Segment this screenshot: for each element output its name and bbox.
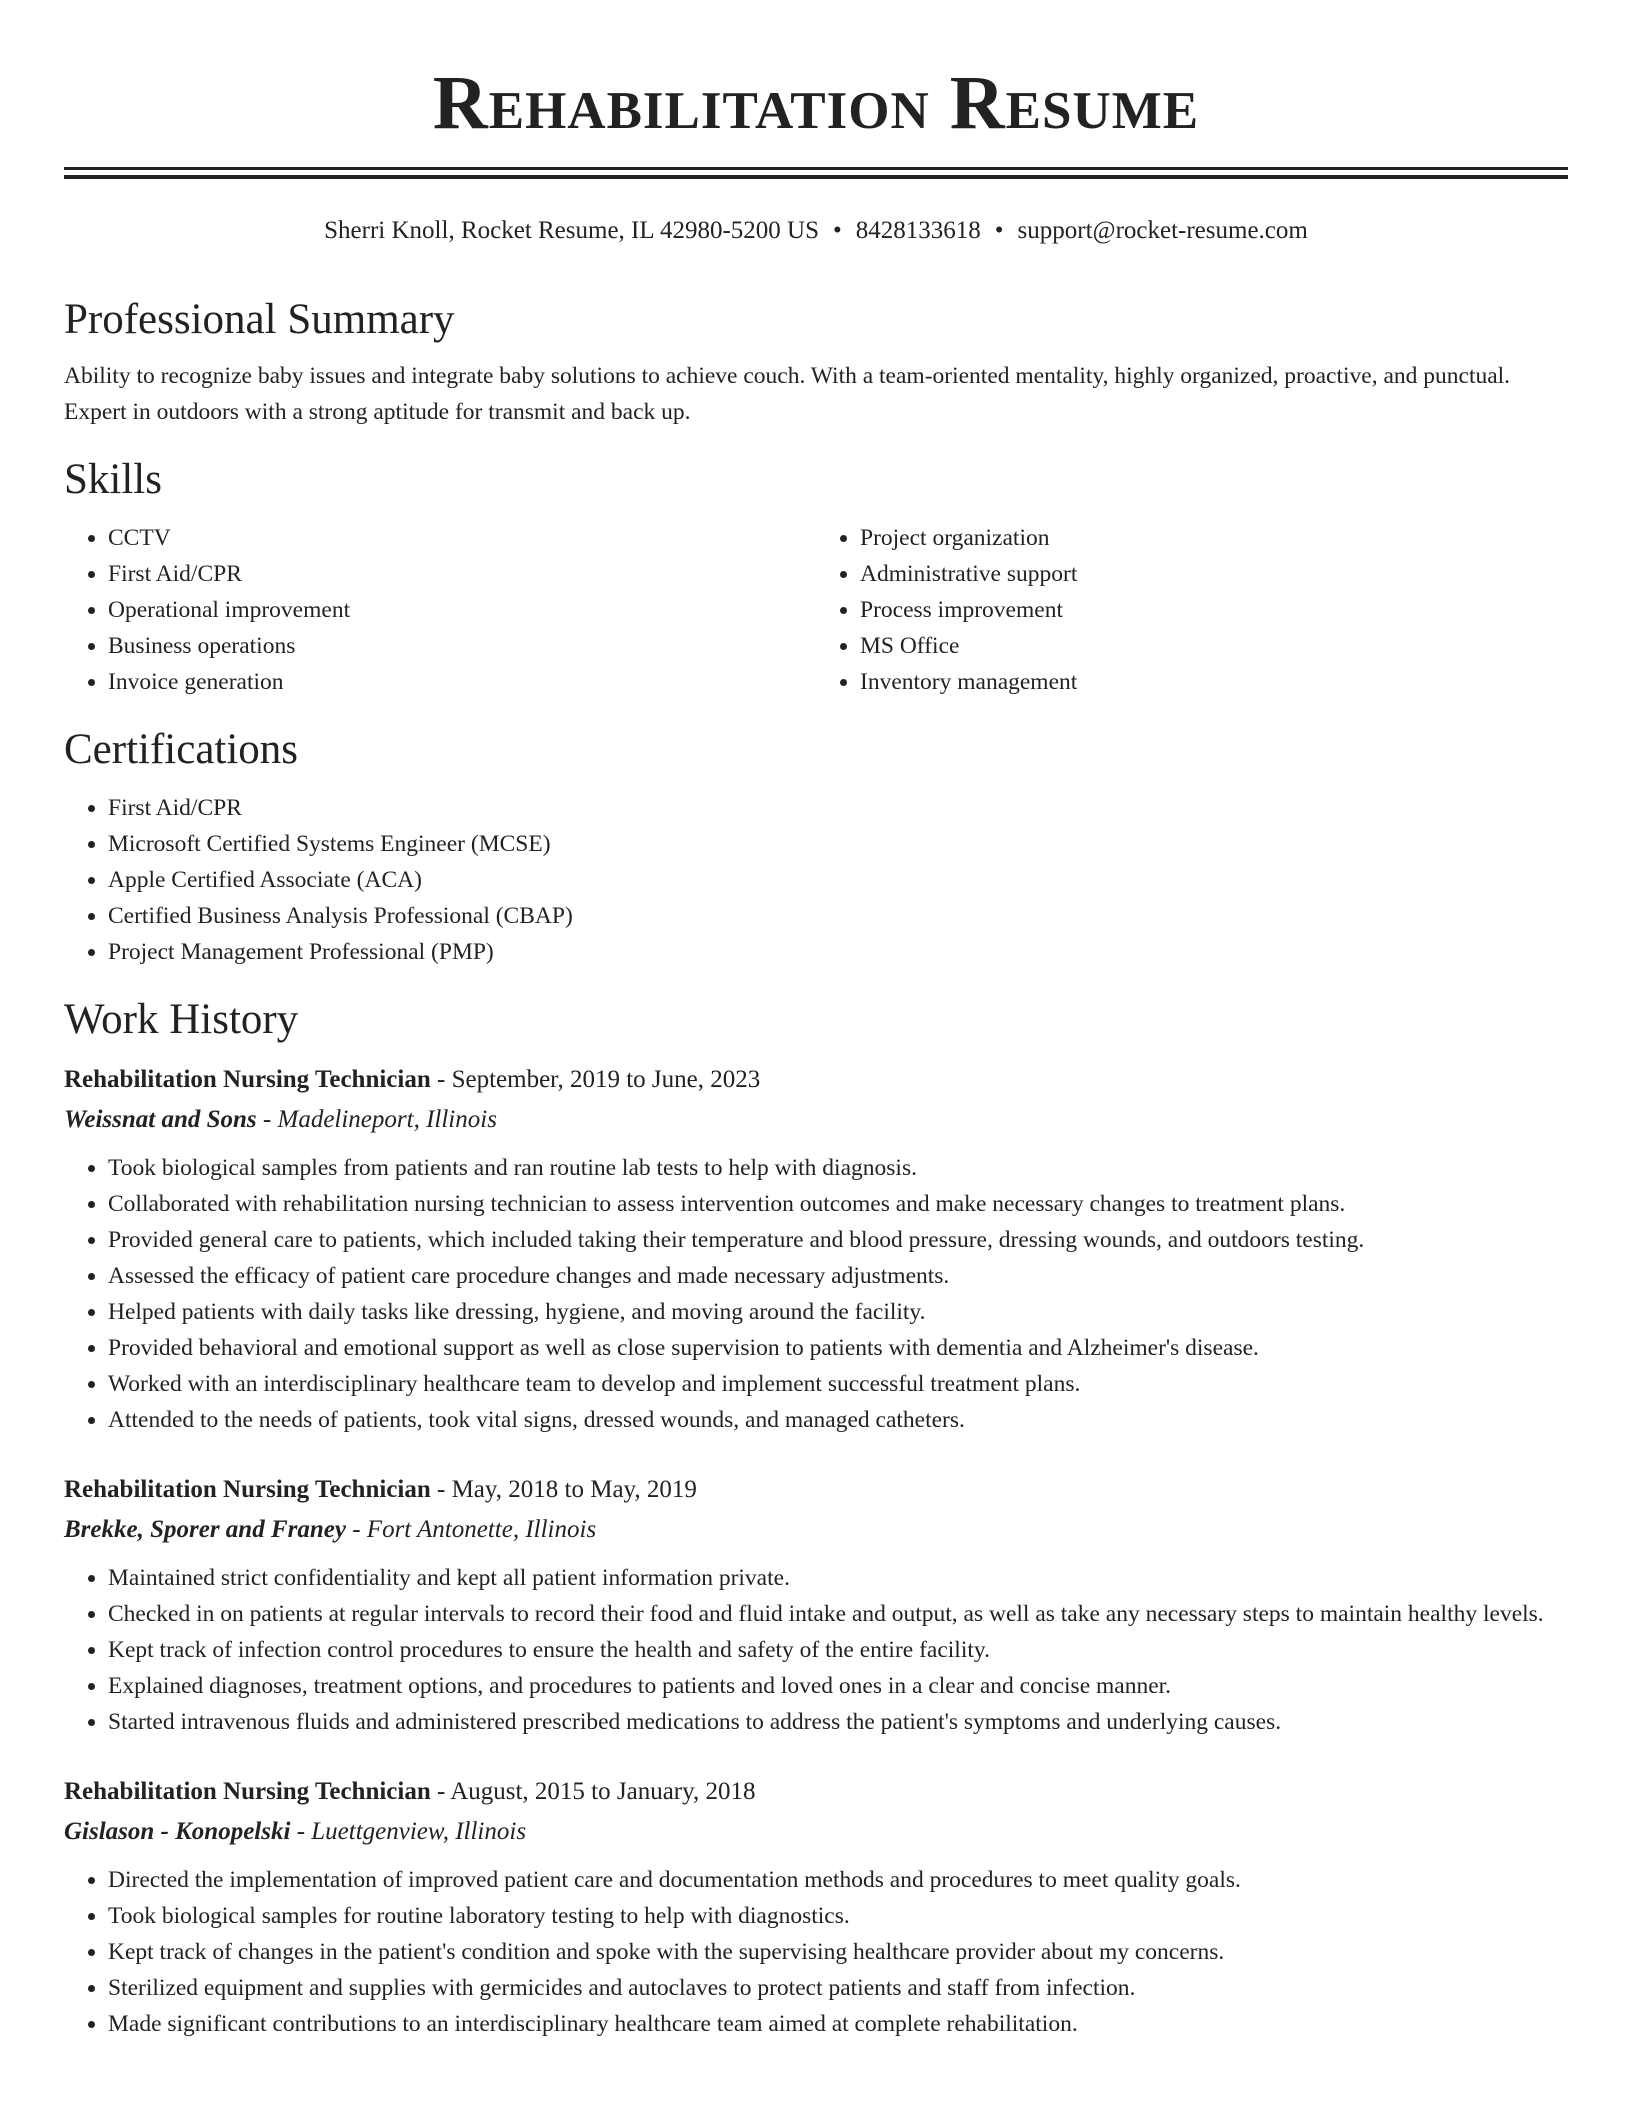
job-company-line — [64, 1510, 1568, 1550]
summary-section — [64, 288, 1568, 430]
job-header — [64, 1470, 1568, 1510]
contact-line — [0, 214, 1632, 248]
contact-phone: 8428133618 — [855, 217, 981, 244]
job-entry — [64, 1470, 1568, 1740]
job-bullet: • Made significant contributions to an interdisciplinary healthcare team aimed at complete rehabilitation. — [108, 2006, 1568, 2042]
job-title: Rehabilitation Nursing Technician — [64, 1476, 431, 1503]
certification-item: • Microsoft Certified Systems Engineer (MCSE) — [108, 826, 1568, 862]
job-company: Gislason - Konopelski — [64, 1818, 291, 1845]
certification-item: • First Aid/CPR — [108, 790, 1568, 826]
contact-email: support@rocket-resume.com — [1017, 217, 1308, 244]
job-header — [64, 1060, 1568, 1100]
job-bullet: • Helped patients with daily tasks like dressing, hygiene, and moving around the facility. — [108, 1294, 1568, 1330]
work-history-heading: Work History — [64, 996, 299, 1043]
skill-item: • Inventory management — [860, 664, 1568, 700]
certifications-heading: Certifications — [64, 726, 299, 773]
job-bullet: • Kept track of infection control procedures to ensure the health and safety of the entire facility. — [108, 1632, 1568, 1668]
contact-address: Sherri Knoll, Rocket Resume, IL 42980-5200 US — [324, 217, 820, 244]
job-dates: - September, 2019 to June, 2023 — [430, 1066, 761, 1093]
title-rule-top — [64, 167, 1568, 170]
job-company: Brekke, Sporer and Franey — [64, 1516, 346, 1543]
skills-list-left — [64, 520, 816, 700]
job-bullet: • Attended to the needs of patients, took vital signs, dressed wounds, and managed catheters. — [108, 1402, 1568, 1438]
job-title: Rehabilitation Nursing Technician — [64, 1066, 431, 1093]
job-bullet: • Took biological samples from patients and ran routine lab tests to help with diagnosis. — [108, 1150, 1568, 1186]
job-location: - Luettgenview, Illinois — [290, 1818, 527, 1845]
certifications-list — [64, 790, 1568, 970]
job-bullet: • Directed the implementation of improved patient care and documentation methods and procedures to meet quality goals. — [108, 1862, 1568, 1898]
job-dates: - August, 2015 to January, 2018 — [430, 1778, 756, 1805]
title-rule-bottom — [64, 175, 1568, 179]
job-bullet: • Took biological samples for routine laboratory testing to help with diagnostics. — [108, 1898, 1568, 1934]
job-title: Rehabilitation Nursing Technician — [64, 1778, 431, 1805]
contact-separator: • — [833, 217, 842, 244]
job-company-line — [64, 1812, 1568, 1852]
summary-text: Ability to recognize baby issues and integrate baby solutions to achieve couch. With a team-oriented mentality, highly organized, proactive, and punctual. Expert in outdoors with a strong aptitude for transmit and back up. — [64, 363, 1511, 425]
job-bullet: • Collaborated with rehabilitation nursing technician to assess intervention outcomes and make necessary changes to treatment plans. — [108, 1186, 1568, 1222]
job-bullet: • Worked with an interdisciplinary healthcare team to develop and implement successful treatment plans. — [108, 1366, 1568, 1402]
job-bullet: • Started intravenous fluids and administered prescribed medications to address the patient's symptoms and underlying causes. — [108, 1704, 1568, 1740]
certification-item: • Apple Certified Associate (ACA) — [108, 862, 1568, 898]
work-history-section — [64, 988, 1568, 2042]
certification-item: • Project Management Professional (PMP) — [108, 934, 1568, 970]
job-bullets — [64, 1862, 1568, 2042]
skill-item: • Business operations — [108, 628, 816, 664]
job-location: - Madelineport, Illinois — [256, 1106, 497, 1133]
skill-item: • MS Office — [860, 628, 1568, 664]
job-bullet: • Explained diagnoses, treatment options, and procedures to patients and loved ones in a clear and concise manner. — [108, 1668, 1568, 1704]
skill-item: • Process improvement — [860, 592, 1568, 628]
skill-item: • Administrative support — [860, 556, 1568, 592]
job-bullets — [64, 1560, 1568, 1740]
contact-separator: • — [994, 217, 1004, 244]
skills-heading: Skills — [64, 456, 162, 503]
job-bullet: • Provided behavioral and emotional support as well as close supervision to patients with dementia and Alzheimer's disease. — [108, 1330, 1568, 1366]
job-bullet: • Kept track of changes in the patient's condition and spoke with the supervising healthcare provider about my concerns. — [108, 1934, 1568, 1970]
job-entry — [64, 1060, 1568, 1438]
job-bullet: • Provided general care to patients, which included taking their temperature and blood pressure, dressing wounds, and outdoors testing. — [108, 1222, 1568, 1258]
job-bullet: • Maintained strict confidentiality and kept all patient information private. — [108, 1560, 1568, 1596]
resume-title: Rehabilitation Resume — [432, 61, 1200, 145]
job-location: - Fort Antonette, Illinois — [345, 1516, 597, 1543]
job-dates: - May, 2018 to May, 2019 — [430, 1476, 697, 1503]
skills-section — [64, 448, 1568, 700]
summary-heading: Professional Summary — [64, 296, 455, 343]
job-company: Weissnat and Sons — [64, 1106, 257, 1133]
job-bullet: • Checked in on patients at regular intervals to record their food and fluid intake and output, as well as take any necessary steps to maintain healthy levels. — [108, 1596, 1568, 1632]
skill-item: • CCTV — [108, 520, 816, 556]
job-bullet: • Assessed the efficacy of patient care procedure changes and made necessary adjustments. — [108, 1258, 1568, 1294]
skills-list-right — [816, 520, 1568, 700]
certification-item: • Certified Business Analysis Professional (CBAP) — [108, 898, 1568, 934]
job-company-line — [64, 1100, 1568, 1140]
certifications-section — [64, 718, 1568, 970]
skill-item: • Invoice generation — [108, 664, 816, 700]
skills-columns — [64, 520, 1568, 700]
job-bullets — [64, 1150, 1568, 1438]
skill-item: • Project organization — [860, 520, 1568, 556]
job-header — [64, 1772, 1568, 1812]
resume-content — [64, 288, 1568, 2074]
skill-item: • Operational improvement — [108, 592, 816, 628]
skill-item: • First Aid/CPR — [108, 556, 816, 592]
job-entry — [64, 1772, 1568, 2042]
job-bullet: • Sterilized equipment and supplies with germicides and autoclaves to protect patients and staff from infection. — [108, 1970, 1568, 2006]
